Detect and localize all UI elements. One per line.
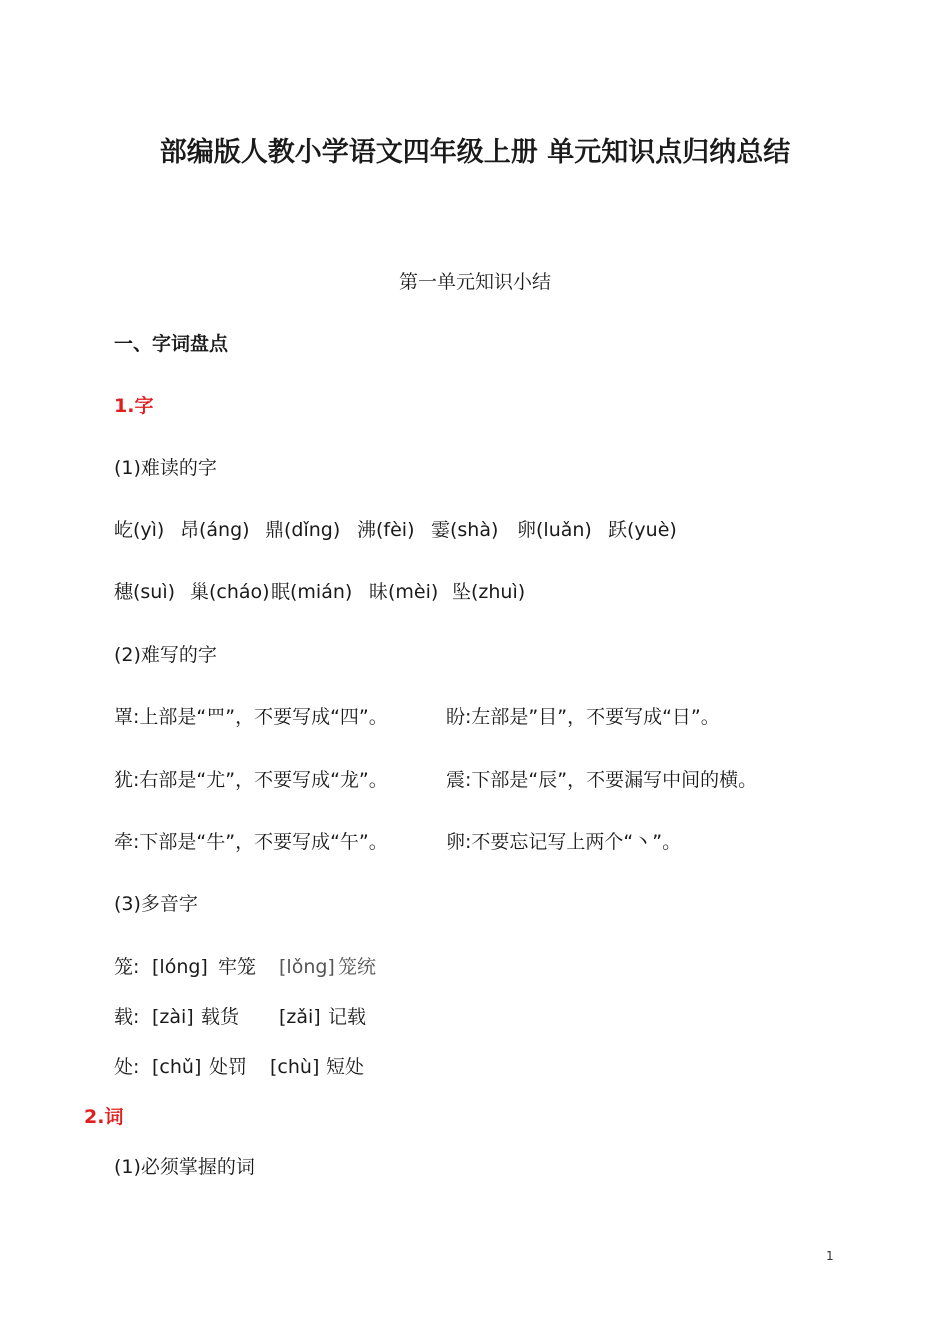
- example-word: 短处: [326, 1056, 365, 1078]
- polyphonic-char: 笼:: [114, 956, 140, 978]
- label-must-master: (1)必须掌握的词: [114, 1156, 255, 1178]
- pinyin-item: 坠(zhuì): [452, 581, 526, 603]
- pinyin-reading: [lóng]: [152, 956, 208, 978]
- write-note: 盼:左部是”目”，不要写成“日”。: [446, 706, 720, 728]
- label-difficult-write: (2)难写的字: [114, 644, 217, 666]
- example-word: 载货: [201, 1006, 240, 1028]
- subheading-characters: 1.字: [114, 395, 154, 417]
- pinyin-item: 鼎(dǐng): [265, 519, 341, 541]
- pinyin-reading: [zài]: [152, 1006, 194, 1028]
- pinyin-item: 巢(cháo): [190, 581, 270, 603]
- label-difficult-read: (1)难读的字: [114, 457, 217, 479]
- pinyin-item: 屹(yì): [114, 519, 165, 541]
- write-note: 震:下部是“辰”，不要漏写中间的横。: [446, 769, 758, 791]
- pinyin-item: 卵(luǎn): [517, 519, 592, 541]
- pinyin-item: 沸(fèi): [357, 519, 415, 541]
- write-note: 罩:上部是“罒”，不要写成“四”。: [114, 706, 388, 728]
- polyphonic-char: 处:: [114, 1056, 140, 1078]
- pinyin-item: 眠(mián): [271, 581, 353, 603]
- pinyin-reading: [lǒng]: [279, 956, 335, 978]
- polyphonic-char: 载:: [114, 1006, 140, 1028]
- pinyin-item: 霎(shà): [431, 519, 499, 541]
- pinyin-item: 昧(mèi): [369, 581, 439, 603]
- section-heading-vocabulary: 一、字词盘点: [114, 333, 229, 355]
- example-word: 处罚: [209, 1056, 248, 1078]
- label-polyphonic: (3)多音字: [114, 893, 198, 915]
- unit-title: 第一单元知识小结: [398, 271, 551, 293]
- pinyin-item: 昂(áng): [180, 519, 250, 541]
- example-word: 笼统: [338, 956, 377, 978]
- pinyin-item: 跃(yuè): [608, 519, 677, 541]
- example-word: 记载: [328, 1006, 367, 1028]
- example-word: 牢笼: [218, 956, 257, 978]
- write-note: 牵:下部是“牛”，不要写成“午”。: [114, 831, 388, 853]
- pinyin-reading: [chù]: [270, 1056, 320, 1078]
- pinyin-item: 穗(suì): [114, 581, 176, 603]
- page-number: 1: [826, 1249, 834, 1263]
- write-note: 犹:右部是“尤”，不要写成“龙”。: [114, 769, 388, 791]
- pinyin-reading: [zǎi]: [279, 1006, 321, 1028]
- pinyin-reading: [chǔ]: [152, 1056, 202, 1078]
- subheading-words: 2.词: [84, 1106, 124, 1128]
- document-title: 部编版人教小学语文四年级上册 单元知识点归纳总结: [159, 137, 791, 168]
- write-note: 卵:不要忘记写上两个“丶”。: [446, 831, 682, 853]
